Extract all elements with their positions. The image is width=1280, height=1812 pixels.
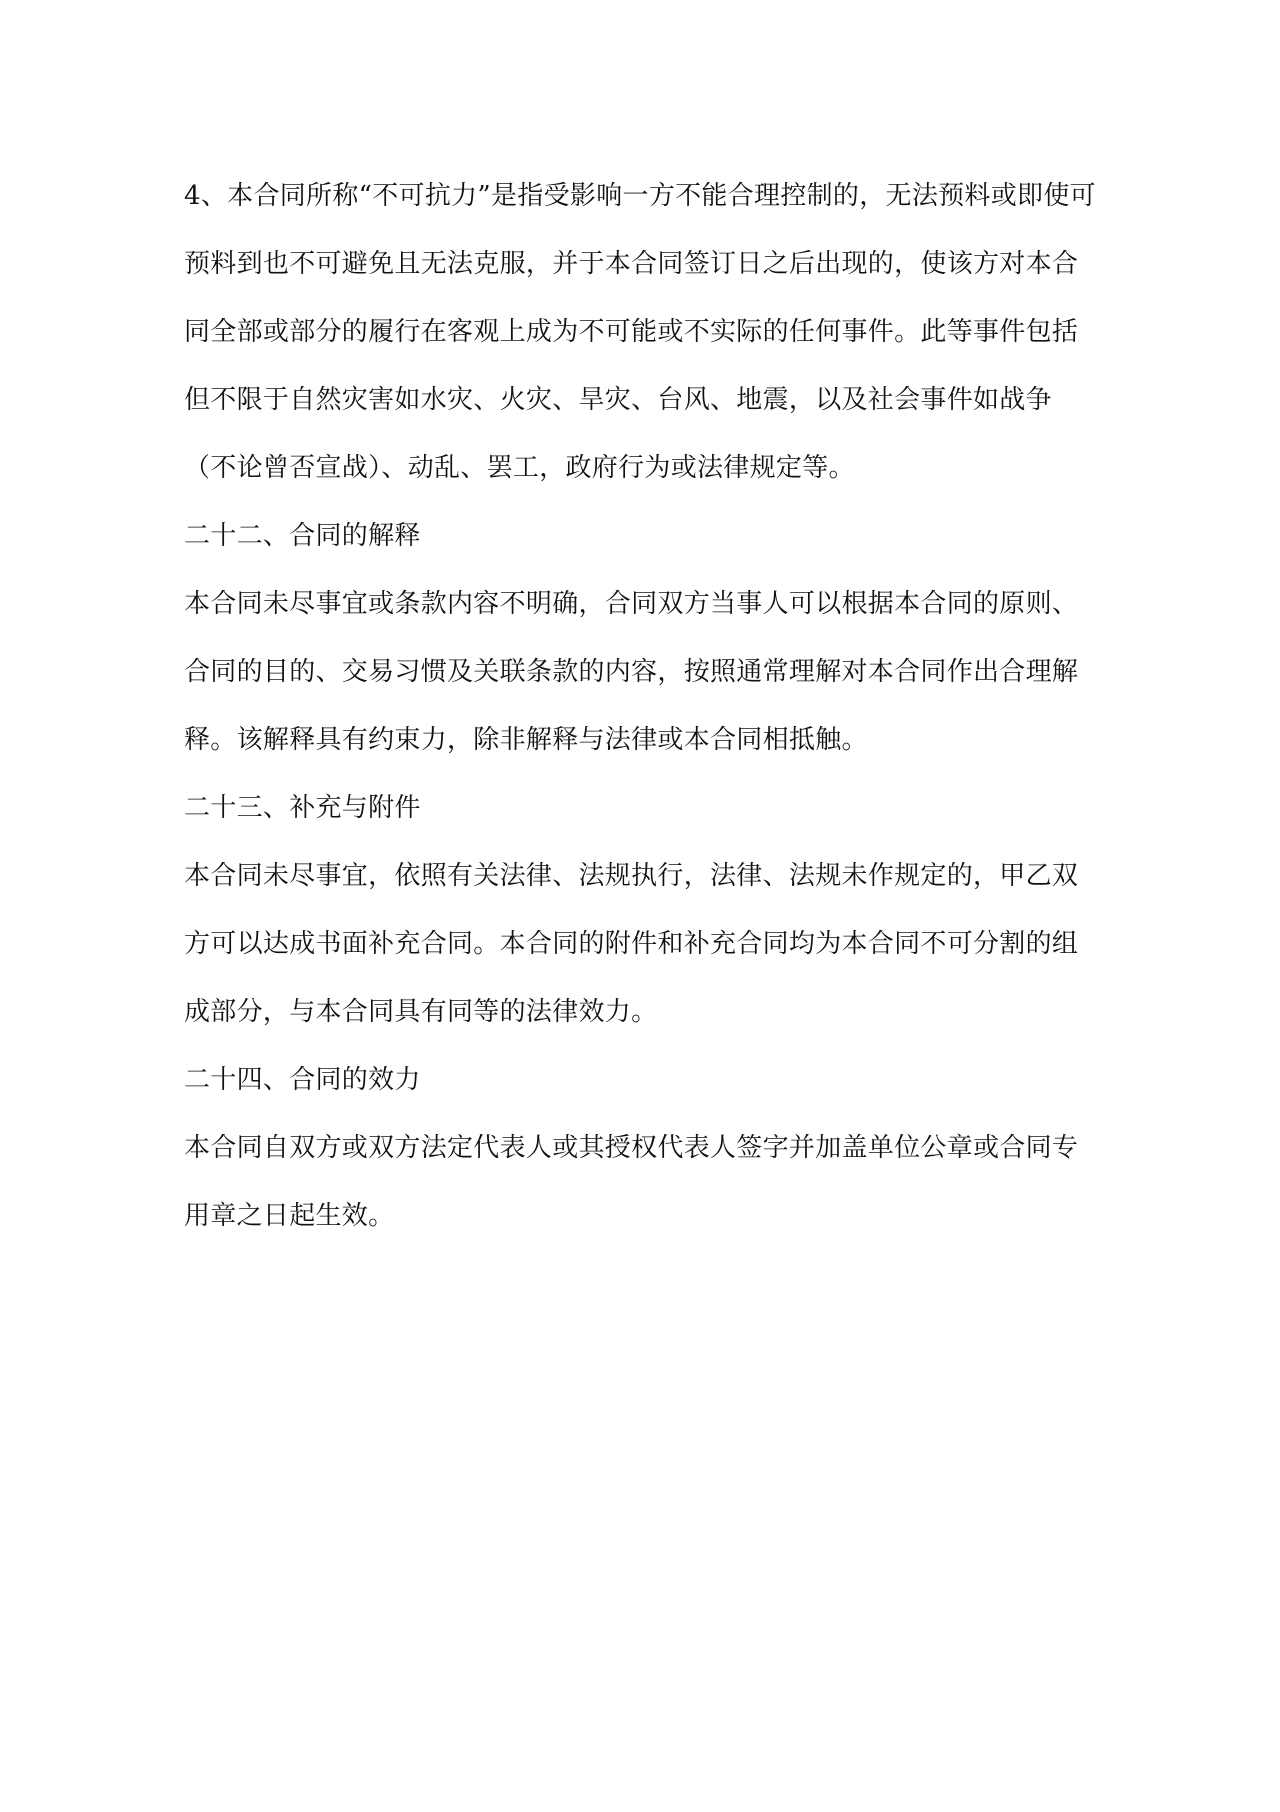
supplement-paragraph: 本合同未尽事宜，依照有关法律、法规执行，法律、法规未作规定的，甲乙双方可以达成书面补充合同。本合同的附件和补充合同均为本合同不可分割的组成部分，与本合同具有同等的法律效力。 bbox=[184, 861, 1079, 1027]
section-heading-24: 二十四、合同的效力 bbox=[184, 1065, 421, 1095]
section-heading-22: 二十二、合同的解释 bbox=[184, 521, 421, 551]
force-majeure-paragraph: 4、本合同所称“不可抗力”是指受影响一方不能合理控制的，无法预料或即使可预料到也不可避免且无法克服，并于本合同签订日之后出现的，使该方对本合同全部或部分的履行在客观上成为不可能或不实际的任何事件。此等事件包括但不限于自然灾害如水灾、火灾、旱灾、台风、地震，以及社会事件如战争（不论曾否宣战）、动乱、罢工，政府行为或法律规定等。 bbox=[184, 181, 1096, 483]
section-heading-23: 二十三、补充与附件 bbox=[184, 793, 421, 823]
document-content bbox=[184, 162, 1100, 1250]
interpretation-paragraph: 本合同未尽事宜或条款内容不明确，合同双方当事人可以根据本合同的原则、合同的目的、交易习惯及关联条款的内容，按照通常理解对本合同作出合理解释。该解释具有约束力，除非解释与法律或本合同相抵触。 bbox=[184, 589, 1079, 755]
effectiveness-paragraph: 本合同自双方或双方法定代表人或其授权代表人签字并加盖单位公章或合同专用章之日起生效。 bbox=[184, 1133, 1079, 1231]
